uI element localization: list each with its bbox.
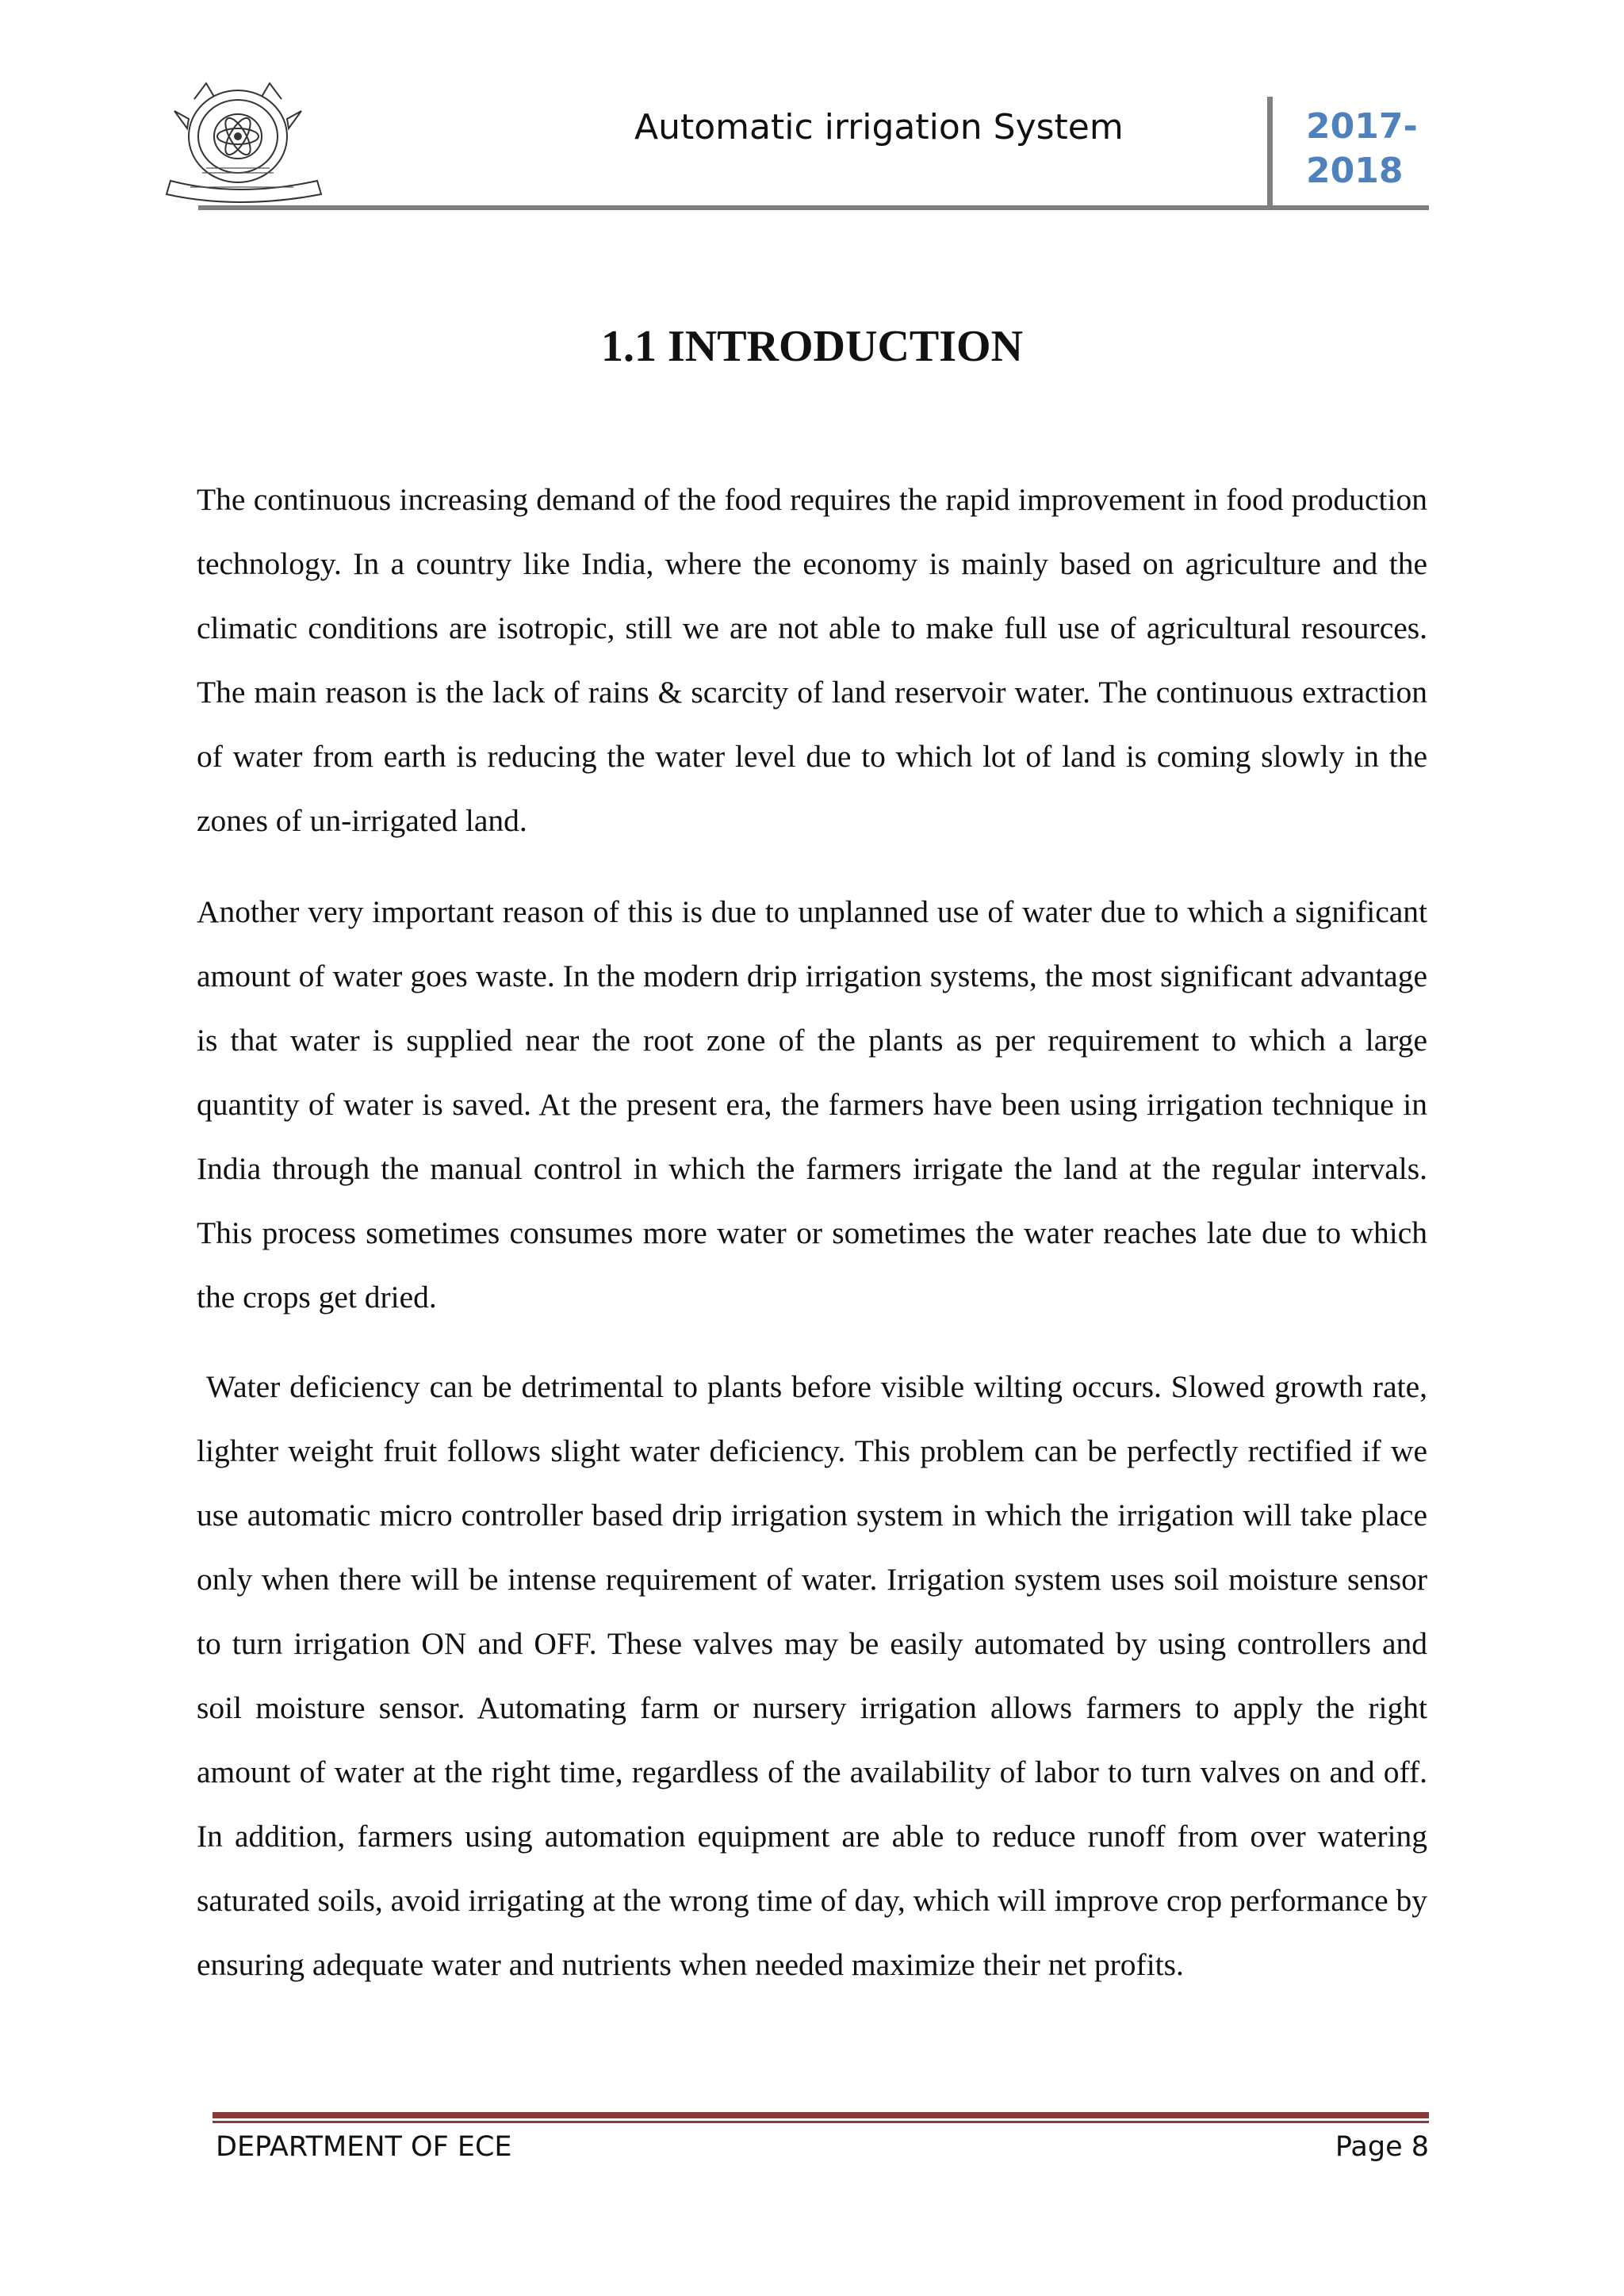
footer-rule-thick [213,2112,1429,2118]
header-rule [198,205,1429,210]
header-vertical-divider [1267,97,1273,208]
paragraph-1: The continuous increasing demand of the food requires the rapid improvement in food production technology. In a country like India, where the economy is mainly based on agriculture and the climatic conditions are isotropic, still we are not able to make full use of agricultural resources. The main reason is the lack of rains & scarcity of land reservoir water. The continuous extraction of water from earth is reducing the water level due to which lot of land is coming slowly in the zones of un-irrigated land. [197,482,1427,838]
footer-department: DEPARTMENT OF ECE [216,2131,512,2163]
footer-rule-thin [213,2121,1429,2123]
footer-page-number: Page 8 [1335,2131,1429,2163]
header-year: 2017-2018 [1306,106,1418,191]
paragraph-3: Water deficiency can be detrimental to plants before visible wilting occurs. Slowed growth rate, lighter weight fruit follows slight water deficiency. This problem can be perfectly rectified if we use automatic micro controller based drip irrigation system in which the irrigation will take place only when there will be intense requirement of water. Irrigation system uses soil moisture sensor to turn irrigation ON and OFF. These valves may be easily automated by using controllers and soil moisture sensor. Automating farm or nursery irrigation allows farmers to apply the right amount of water at the right time, regardless of the availability of labor to turn valves on and off. In addition, farmers using automation equipment are able to reduce runoff from over watering saturated soils, avoid irrigating at the wrong time of day, which will improve crop performance by ensuring adequate water and nutrients when needed maximize their net profits. [197,1369,1427,1982]
institution-seal-logo-icon [159,79,329,206]
paragraph-2: Another very important reason of this is due to unplanned use of water due to which a significant amount of water goes waste. In the modern drip irrigation systems, the most significant advantage is that water is supplied near the root zone of the plants as per requirement to which a large quantity of water is saved. At the present era, the farmers have been using irrigation technique in India through the manual control in which the farmers irrigate the land at the regular intervals. This process sometimes consumes more water or sometimes the water reaches late due to which the crops get dried. [197,894,1427,1314]
section-heading: 1.1 INTRODUCTION [600,322,1024,371]
header-title: Automatic irrigation System [634,107,1124,147]
